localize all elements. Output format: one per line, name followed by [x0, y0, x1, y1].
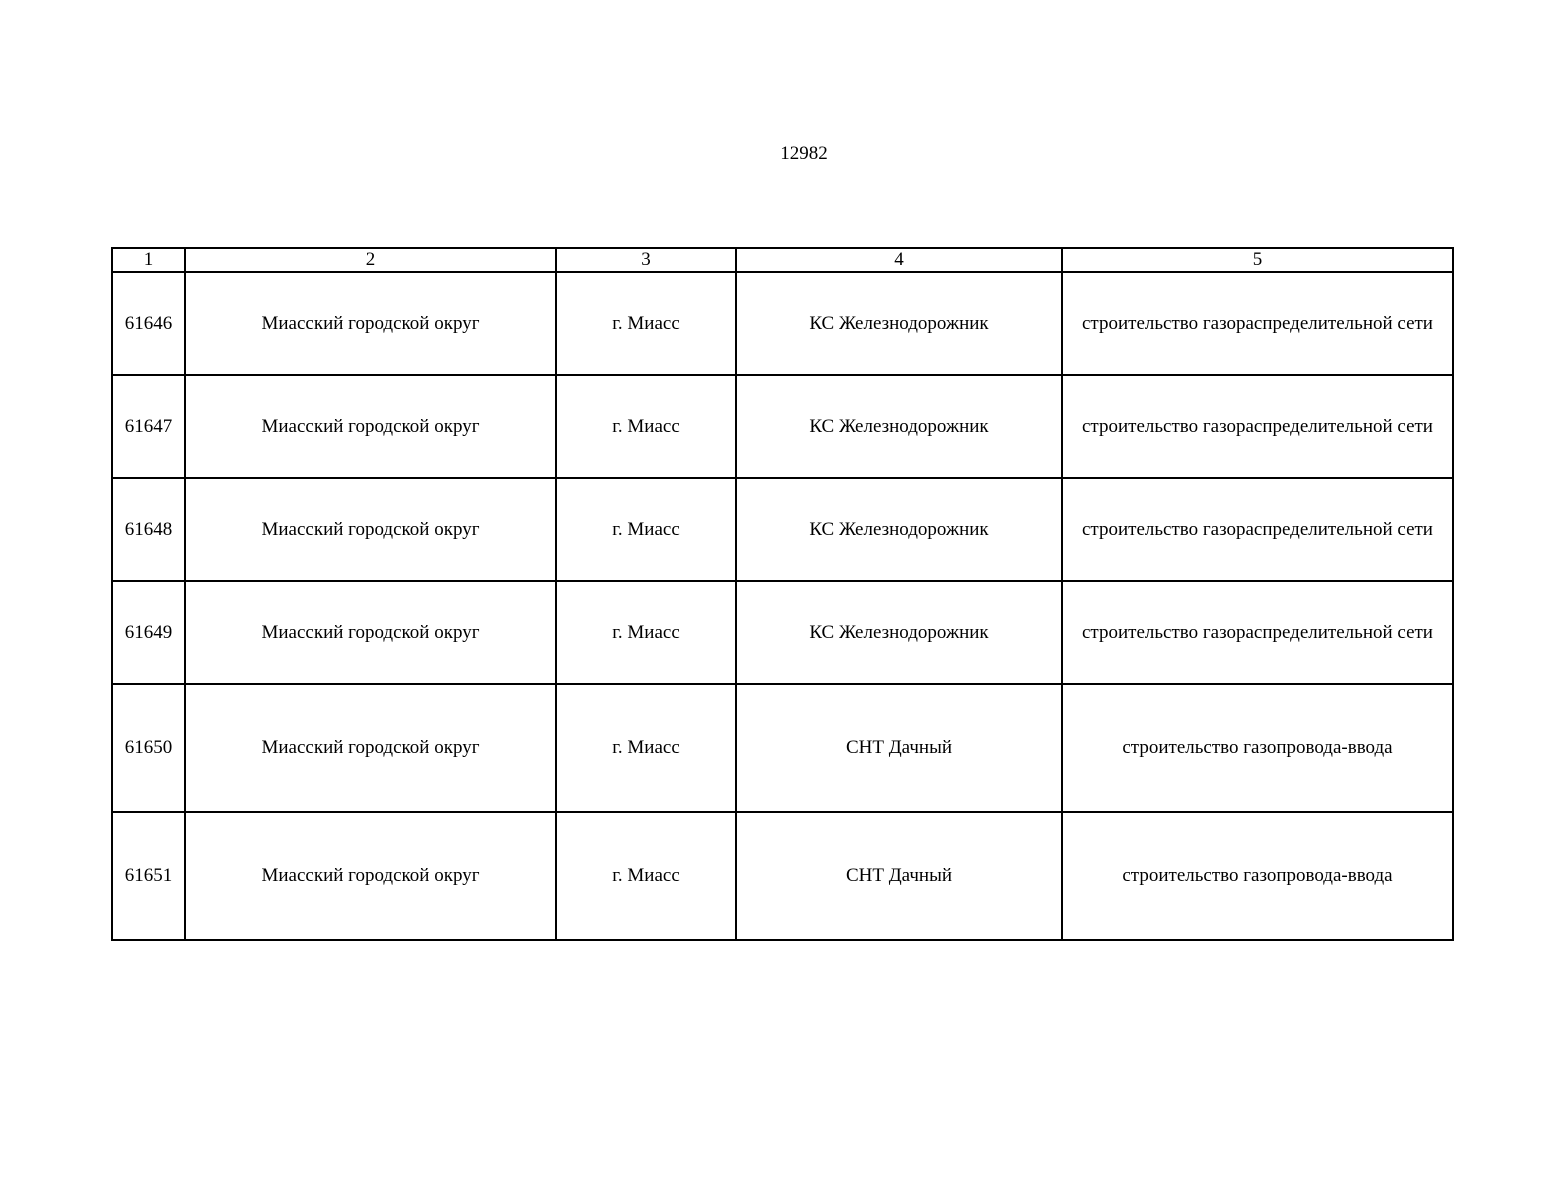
table-row: [112, 478, 1453, 581]
cell-work-type: строительство газопровода-ввода: [1062, 684, 1453, 812]
cell-municipality: Миасский городской округ: [185, 272, 556, 375]
page-number: 12982: [780, 143, 828, 164]
column-header-5: 5: [1062, 248, 1453, 272]
table-row: [112, 272, 1453, 375]
table-row: [112, 684, 1453, 812]
cell-settlement: г. Миасс: [556, 375, 736, 478]
cell-settlement: г. Миасс: [556, 581, 736, 684]
data-table: [111, 247, 1454, 941]
cell-municipality: Миасский городской округ: [185, 478, 556, 581]
cell-number: 61651: [112, 812, 185, 940]
table-header-row: [112, 248, 1453, 272]
cell-settlement: г. Миасс: [556, 812, 736, 940]
table-row: [112, 812, 1453, 940]
cell-work-type: строительство газораспределительной сети: [1062, 478, 1453, 581]
cell-work-type: строительство газораспределительной сети: [1062, 272, 1453, 375]
column-header-2: 2: [185, 248, 556, 272]
cell-settlement: г. Миасс: [556, 478, 736, 581]
column-header-3: 3: [556, 248, 736, 272]
column-header-1: 1: [112, 248, 185, 272]
cell-work-type: строительство газораспределительной сети: [1062, 375, 1453, 478]
cell-number: 61650: [112, 684, 185, 812]
cell-work-type: строительство газораспределительной сети: [1062, 581, 1453, 684]
cell-work-type: строительство газопровода-ввода: [1062, 812, 1453, 940]
column-header-4: 4: [736, 248, 1062, 272]
cell-object: КС Железнодорожник: [736, 478, 1062, 581]
cell-object: СНТ Дачный: [736, 684, 1062, 812]
cell-object: КС Железнодорожник: [736, 581, 1062, 684]
cell-number: 61646: [112, 272, 185, 375]
cell-settlement: г. Миасс: [556, 684, 736, 812]
cell-municipality: Миасский городской округ: [185, 684, 556, 812]
cell-number: 61648: [112, 478, 185, 581]
table-row: [112, 581, 1453, 684]
cell-settlement: г. Миасс: [556, 272, 736, 375]
cell-number: 61649: [112, 581, 185, 684]
table-row: [112, 375, 1453, 478]
cell-object: КС Железнодорожник: [736, 272, 1062, 375]
cell-object: КС Железнодорожник: [736, 375, 1062, 478]
cell-number: 61647: [112, 375, 185, 478]
cell-municipality: Миасский городской округ: [185, 812, 556, 940]
cell-municipality: Миасский городской округ: [185, 581, 556, 684]
cell-object: СНТ Дачный: [736, 812, 1062, 940]
cell-municipality: Миасский городской округ: [185, 375, 556, 478]
